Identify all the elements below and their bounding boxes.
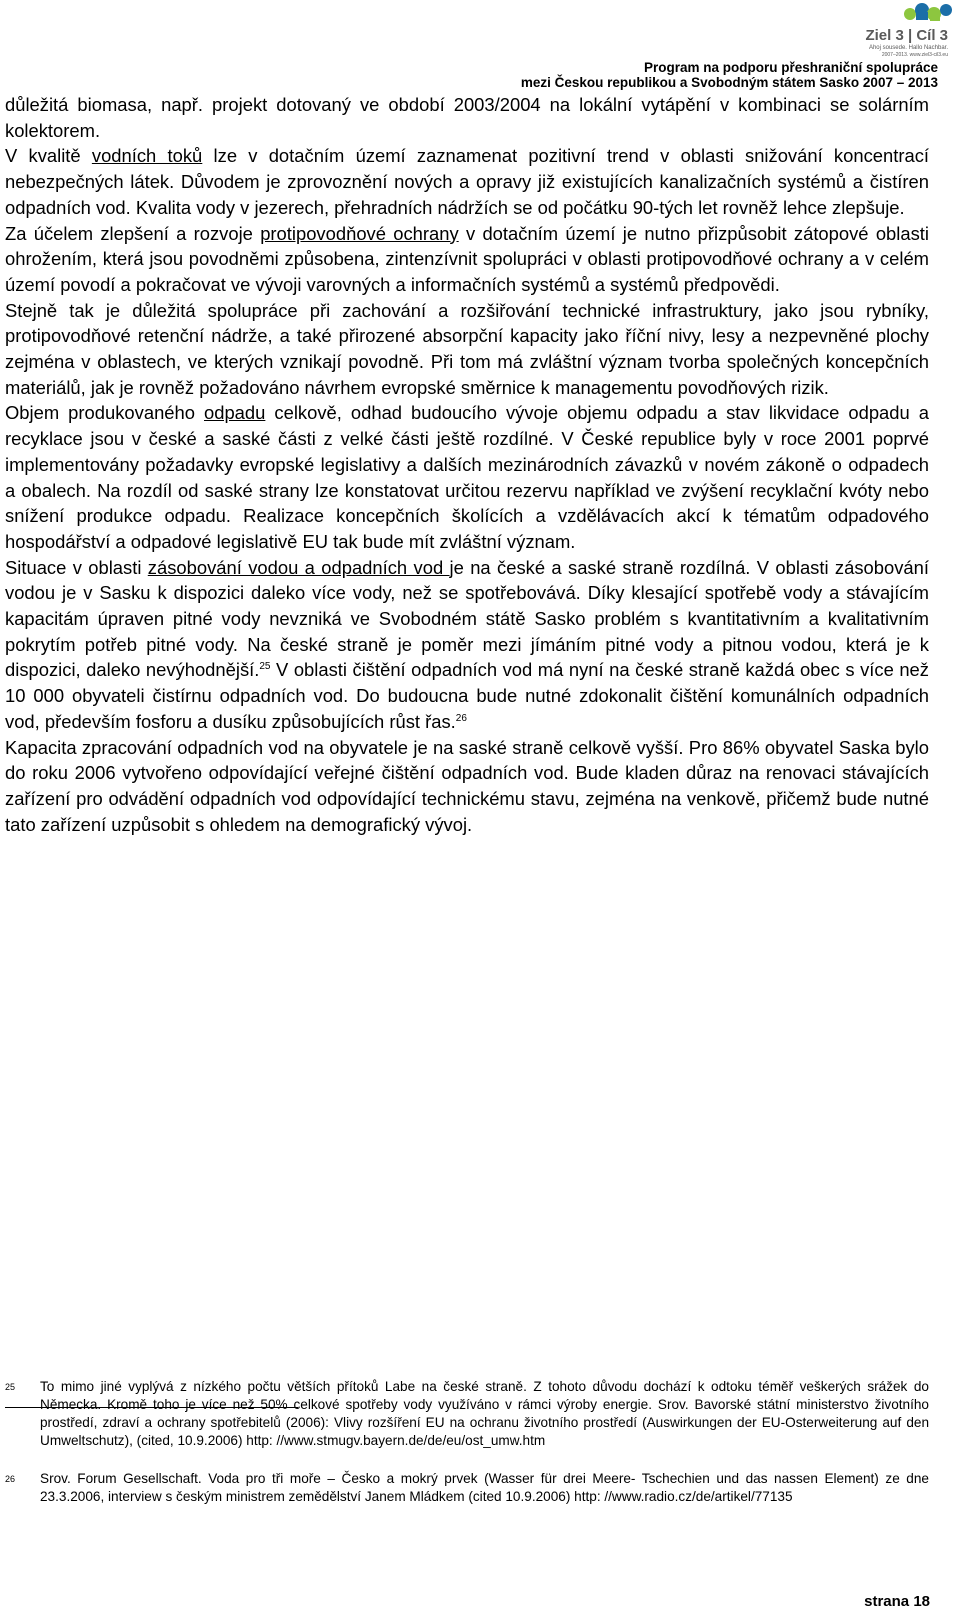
term-water-courses: vodních toků: [91, 145, 203, 167]
paragraph: Za účelem zlepšení a rozvoje protipovodňové ochrany v dotačním území je nutno přizpůsobit zátopové oblasti ohrožením, která jsou povodněmi způsobena, zintenzívnit spolupráci v oblasti protipovodňové ochrany a v celém území povodí a pokračovat ve vývoji varovných a informačních systémů a systémů předpovědi.: [5, 222, 929, 295]
paragraph: Kapacita zpracování odpadních vod na obyvatele je na saské straně celkově vyšší. Pro 86% obyvatel Saska bylo do roku 2006 vytvořeno odpovídající veřejné čištění odpadních vod. Bude kladen důraz na renovaci stávajících zařízení pro odvádění odpadních vod odpovídající technickému stavu, zejména na venkově, přičemž bude nutné tato zařízení uzpůsobit s ohledem na demografický vývoj.: [5, 736, 929, 835]
term-flood-protection: protipovodňové ochrany: [260, 222, 459, 244]
logo-years: 2007–2013. www.ziel3-cil3.eu: [881, 52, 948, 58]
footnote-text: To mimo jiné vyplývá z nízkého počtu větších přítoků Labe na české straně. Z tohoto důvodu dochází k odtoku téměř veškerých srážek do Německa. Kromě toho je více než 50% celkové spotřeby vody využíváno v rámci výroby energie. Srov. Bavorské státní ministerstvo životního prostředí, zdraví a ochrany spotřebitelů (2006): Vlivy rozšíření EU na ochranu životního prostředí (Auswirkungen der EU-Osterweiterung auf den Umweltschutz), (cited, 10.9.2006) http: //www.stmugv.bayern.de/de/eu/ost_umw.htm: [40, 1379, 929, 1448]
logo-title: Ziel 3 | Cíl 3: [865, 27, 948, 44]
logo-slogan: Ahoj sousede. Hallo Nachbar.: [868, 45, 948, 51]
footnote-ref-26[interactable]: 26: [455, 712, 467, 724]
footnote-ref-25[interactable]: 25: [259, 661, 271, 673]
page-header: [521, 60, 938, 90]
paragraph: V kvalitě vodních toků lze v dotačním území zaznamenat pozitivní trend v oblasti snižování koncentrací nebezpečných látek. Důvodem je zprovoznění nových a opravy již existujících kanalizačních systémů a čistíren odpadních vod. Kvalita vody v jezerech, přehradních nádržích se od počátku 90-tých let rovněž lehce zlepšuje.: [5, 145, 929, 218]
document-body: [5, 92, 929, 837]
footnote-number: 25: [5, 1382, 16, 1392]
footnote-26: [5, 1470, 929, 1506]
term-water-supply: zásobování vodou a odpadních vod: [147, 556, 450, 578]
footnote-25: [5, 1378, 929, 1450]
puzzle-logo-icon: [852, 2, 956, 64]
footnote-text: Srov. Forum Gesellschaft. Voda pro tři moře – Česko a mokrý prvek (Wasser für drei Meere- Tschechien und das nassen Element) ze dne 23.3.2006, interview s českým ministrem zemědělství Janem Mládkem (cited 10.9.2006) http: //www.radio.cz/de/artikel/77135: [40, 1471, 929, 1504]
program-title-line2: mezi Českou republikou a Svobodným státem Sasko 2007 – 2013: [520, 75, 938, 90]
term-waste: odpadu: [204, 402, 266, 424]
footnote-number: 26: [5, 1474, 16, 1484]
paragraph: Situace v oblasti zásobování vodou a odpadních vod je na české a saské straně rozdílná. V oblasti zásobování vodou je v Sasku k dispozici daleko více vody, než se spotřebovává. Díky klesající spotřebě vody a stávajícím kapacitám úpraven pitné vody nevzniká ve Svobodném státě Sasko problém s kvantitativním a kvalitativním pokrytím potřeb pitné vody. Na české straně je poměr mezi jímáním pitné vody a pitnou vodou, která je k dispozici, daleko nevýhodnější.$^{25}$ V oblasti čištění odpadních vod má nyní na české straně každá obec s více než 10 000 obyvateli čistírnu odpadních vod. Do budoucna bude nutné zdokonalit čištění komunálních odpadních vod, především fosforu a dusíku způsobujících růst řas.$^{26}$: [5, 556, 929, 732]
paragraph: důležitá biomasa, např. projekt dotovaný ve období 2003/2004 na lokální vytápění v kombinaci se solárním kolektorem.: [5, 94, 929, 141]
program-logo: [852, 2, 956, 64]
page-number: strana 18: [864, 1593, 930, 1610]
paragraph: Objem produkovaného odpadu celkově, odhad budoucího vývoje objemu odpadu a stav likvidace odpadu a recyklace jsou v české a saské části z velké části ještě rozdílné. V České republice byly v roce 2001 poprvé implementovány požadavky evropské legislativy a dalších mezinárodních závazků v novém zákoně o odpadech a obalech. Na rozdíl od saské strany lze konstatovat určitou rezervu například ve zvýšení recyklační kvóty nebo snížení produkce odpadu. Realizace koncepčních školících a vzdělávacích akcí k tématům odpadového hospodářství a odpadové legislativě EU tak bude mít zvláštní význam.: [5, 402, 929, 552]
paragraph: Stejně tak je důležitá spolupráce při zachování a rozšiřování technické infrastruktury, jako jsou rybníky, protipovodňové retenční nádrže, a také přirozené absorpční kapacity jako říční nivy, lesy a nezpevněné plochy zejména v oblastech, ve kterých vznikají povodně. Při tom má zvláštní význam tvorba společných koncepčních materiálů, jak je rovněž požadováno návrhem evropské směrnice k managementu povodňových rizik.: [5, 299, 929, 398]
program-title-line1: Program na podporu přeshraniční spolupráce: [643, 60, 938, 75]
